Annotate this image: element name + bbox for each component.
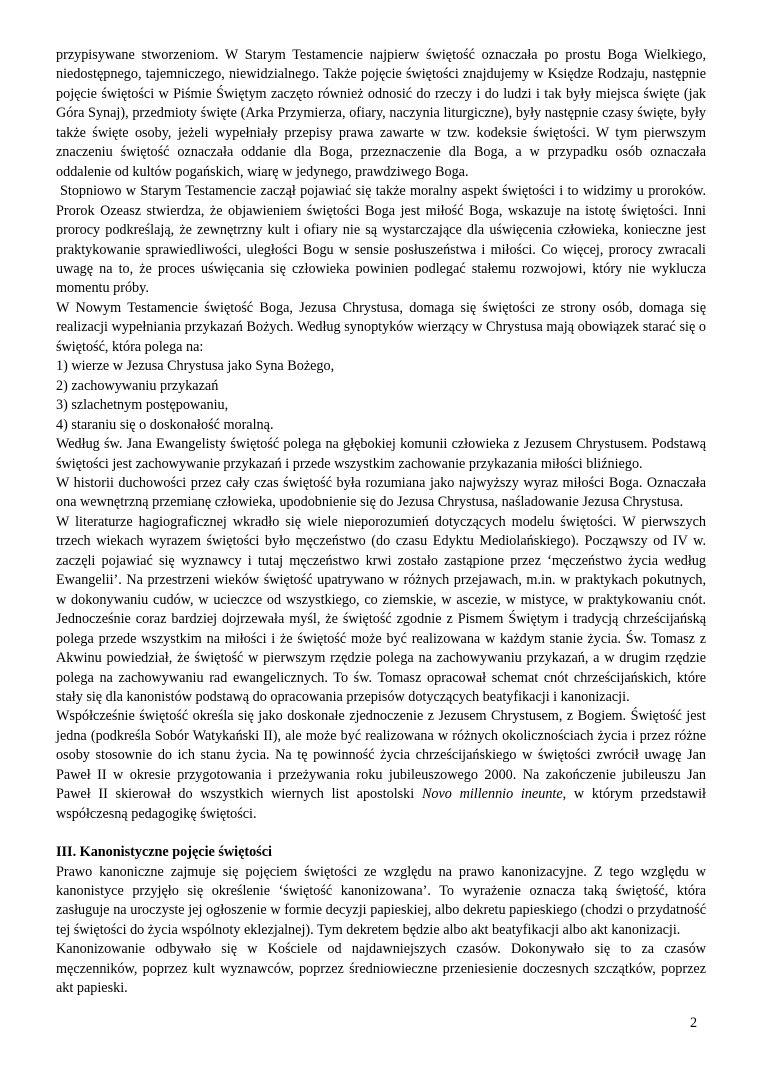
paragraph-prophets: Stopniowo w Starym Testamencie zaczął pojawiać się także moralny aspekt świętości i to widzimy u proroków. Prorok Ozeasz stwierdza, że objawieniem świętości Boga jest miłość Boga, wskazuje na istotę świętości. Inni prorocy podkreślają, że zewnętrzny kult i ofiary nie są wystarczające dla uświęcenia człowieka, konieczne jest praktykowanie sprawiedliwości, uległości Bogu w sensie posłuszeństwa i miłości. Co więcej, prorocy zwracali uwagę na to, że proces uświęcania się człowieka powinien podlegać stałemu rozwojowi, który nie wyklucza momentu próby. bbox=[56, 183, 706, 297]
paragraph-hagiography: W literaturze hagiograficznej wkradło się wiele nieporozumień dotyczących modelu świętości. W pierwszych trzech wiekach wyrazem świętości było męczeństwo (do czasu Edyktu Mediolańskiego). Począwszy od IV w. zaczęli pojawiać się wyznawcy i tutaj męczeństwo krwi zostało zastąpione przez ‘męczeństwo życia według Ewangelii’. Na przestrzeni wieków świętość upatrywano w różnych przejawach, m.in. w praktykach pokutnych, w dokonywaniu cudów, w ucieczce od wszystkiego, co ziemskie, w ascezie, w mistyce, w praktykowaniu cnót. Jednocześnie coraz bardziej dojrzewała myśl, że świętość zgodnie z Pismem Świętym i tradycją chrześcijańską polega przede wszystkim na miłości i że świętość może być realizowana w każdym stanie życia. Św. Tomasz z Akwinu powiedział, że świętość w pierwszym rzędzie polega na zachowywaniu przykazań, a w drugim rzędzie polega na zachowywaniu rad ewangelicznych. To św. Tomasz opracował schemat cnót chrześcijańskich, które stały się dla kanonistów podstawą do opracowania przepisów dotyczących beatyfikacji i kanonizacji. bbox=[56, 513, 706, 705]
page-number: 2 bbox=[690, 1015, 698, 1031]
modern-text-end: , w którym przedstawił współczesną pedagogikę świętości. bbox=[56, 786, 706, 822]
modern-text: Współcześnie świętość określa się jako doskonałe zjednoczenie z Jezusem Chrystusem, z Bogiem. Świętość jest jedna (podkreśla Sobór Watykański II), ale może być realizowana w różnych okolicznościach życia i przez różne osoby stosownie do ich stanu życia. Na tę powinność życia chrześcijańskiego w świętości zwrócił uwagę Jan Paweł II w okresie przygotowania i przeżywania roku jubileuszowego 2000. Na zakończenie jubileuszu Jan Paweł II skierował do wszystkich wiernych list apostolski bbox=[56, 708, 706, 803]
list-item: 1) wierze w Jezusa Chrystusa jako Syna Bożego, bbox=[56, 358, 335, 375]
section-heading: III. Kanonistyczne pojęcie świętości bbox=[56, 844, 272, 861]
paragraph-old-testament: przypisywane stworzeniom. W Starym Testamencie najpierw świętość oznaczała po prostu Boga Wielkiego, niedostępnego, tajemniczego, niewidzialnego. Także pojęcie świętości znajdujemy w Księdze Rodzaju, następnie pojęcie świętości w Piśmie Świętym zaczęto również odnosić do rzeczy i do ludzi i tak były miejsca święte (jak Góra Synaj), przedmioty święte (Arka Przymierza, ofiary, naczynia liturgiczne), były następnie czasy święte, były także święte osoby, jeżeli wypełniały przepisy prawa zawarte w tzw. kodeksie świętości. W tym pierwszym znaczeniu świętość oznaczała oddanie dla Boga, przeznaczenie dla Boga, a w przypadku osób oznaczała oddalenie od kultów pogańskich, wiarę w jedynego, prawdziwego Boga. bbox=[56, 47, 706, 180]
document-page bbox=[56, 46, 706, 999]
list-item: 3) szlachetnym postępowaniu, bbox=[56, 397, 229, 414]
list-item: 4) staraniu się o doskonałość moralną. bbox=[56, 416, 274, 433]
novo-millennio-title: Novo millennio ineunte bbox=[421, 786, 563, 803]
paragraph-spirituality: W historii duchowości przez cały czas świętość była rozumiana jako najwyższy wyraz miłości Boga. Oznaczała ona wewnętrzną przemianę człowieka, upodobnienie się do Jezusa Chrystusa, naśladowanie Jezusa Chrystusa. bbox=[56, 474, 706, 511]
section-canonical bbox=[56, 843, 706, 999]
list-item: 2) zachowywaniu przykazań bbox=[56, 377, 219, 394]
paragraph-canon-law: Prawo kanoniczne zajmuje się pojęciem świętości ze względu na prawo kanonizacyjne. Z tego względu w kanonistyce przyjęło się określenie ‘świętość kanonizowana’. To wyrażenie oznacza taką świętość, która zasługuje na uroczyste jej ogłoszenie w formie decyzji papieskiej, albo dekretu papieskiego (chodzi o przydatność tej świętości do życia wspólnoty eklezjalnej). Tym dekretem będzie albo akt beatyfikacji albo akt kanonizacji. bbox=[56, 863, 706, 938]
paragraph-canonization-history: Kanonizowanie odbywało się w Kościele od najdawniejszych czasów. Dokonywało się to za czasów męczenników, poprzez kult wyznawców, poprzez średniowieczne przeniesienie doczesnych szczątków, poprzez akt papieski. bbox=[56, 941, 706, 997]
paragraph-new-testament: W Nowym Testamencie świętość Boga, Jezusa Chrystusa, domaga się świętości ze strony osób, domaga się realizacji wypełniania przykazań Bożych. Według synoptyków wierzący w Chrystusa mają obowiązek starać się o świętość, która polega na: bbox=[56, 299, 706, 355]
paragraph-st-john: Według św. Jana Ewangelisty świętość polega na głębokiej komunii człowieka z Jezusem Chrystusem. Podstawą świętości jest zachowywanie przykazań i przede wszystkim zachowanie przykazania miłości bliźniego. bbox=[56, 436, 706, 472]
holiness-list bbox=[56, 357, 706, 435]
paragraph-modern bbox=[56, 707, 706, 824]
